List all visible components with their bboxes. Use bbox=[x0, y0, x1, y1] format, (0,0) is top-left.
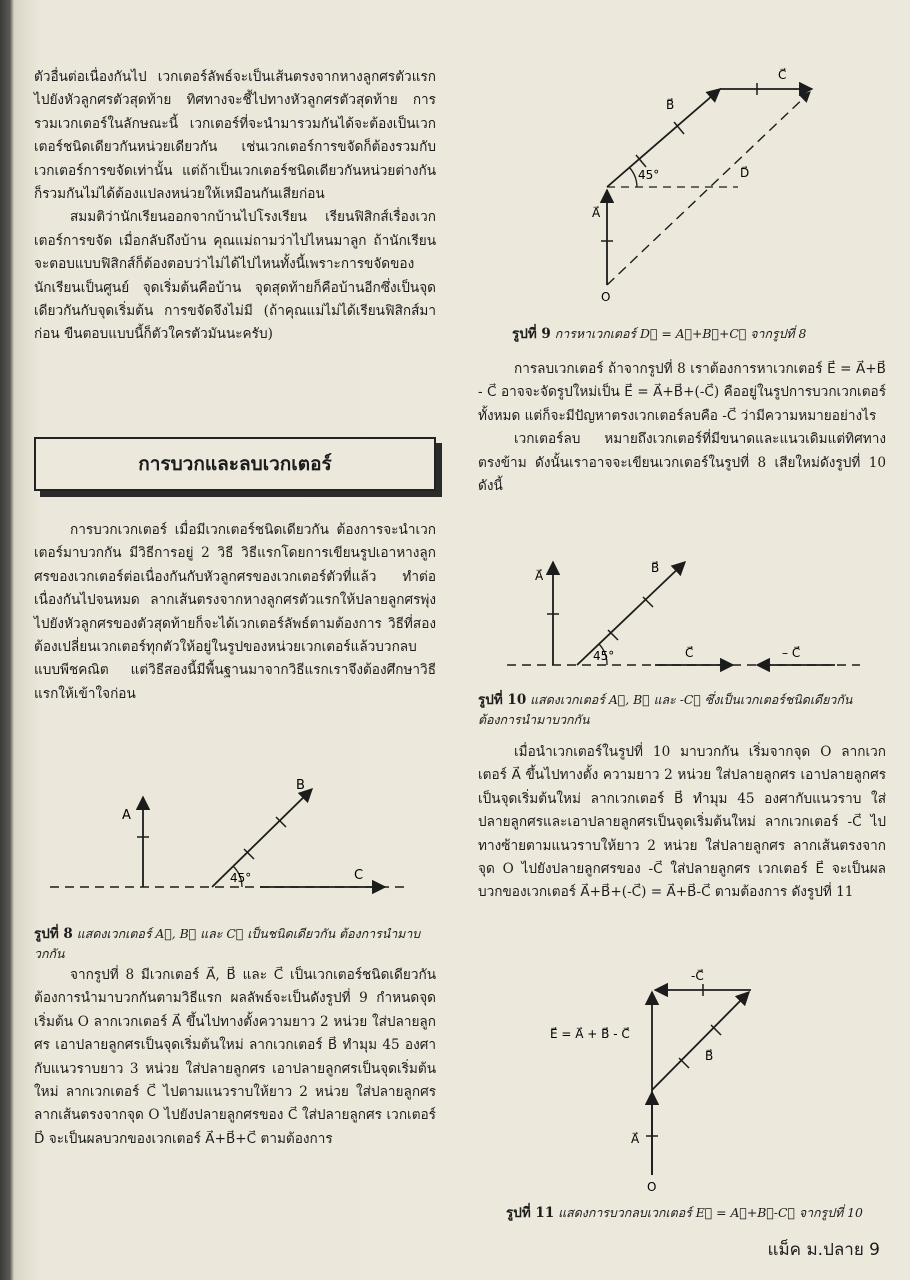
paragraph-vector-subtraction: การลบเวกเตอร์ ถ้าจากรูปที่ 8 เราต้องการหาเวกเตอร์ E⃗ = A⃗+B⃗ - C⃗ อาจจะจัดรูปใหม่เป็น E⃗ = A⃗+B⃗+(-C⃗) คืออยู่ในรูปการบวกเวกเตอร์ทั้งหมด แต่ก็จะมีปัญหาตรงเวกเตอร์ลบคือ -C⃗ ว่ามีความหมายอย่างไร bbox=[478, 361, 886, 424]
fig8-caption-label: รูปที่ 8 bbox=[34, 926, 73, 942]
fig9-label-c: C⃗ bbox=[778, 68, 787, 82]
paragraph-fig10-explain: เมื่อนำเวกเตอร์ในรูปที่ 10 มาบวกกัน เริ่มจากจุด O ลากเวกเตอร์ A⃗ ขึ้นไปทางตั้ง ความยาว 2 หน่วย ใส่ปลายลูกศร เอาปลายลูกศรเป็นจุดเริ่มต้นใหม่ ลากเวกเตอร์ B⃗ ทำมุม 45 องศากับแนวราบ ใส่ปลายลูกศรและเอาปลายลูกศรเป็นจุดเริ่มต้นใหม่ ลากเวกเตอร์ -C⃗ ไปทางซ้ายตามแนวราบให้ยาว 2 หน่วย ใส่ปลายลูกศร ลากเส้นตรงจากจุด O ไปยังปลายลูกศรของ -C⃗ ใส่ปลายลูกศร เวกเตอร์ E⃗ จะเป็นผลบวกของเวกเตอร์ A⃗+B⃗+(-C⃗) = A⃗+B⃗-C⃗ ตามต้องการ ดังรูปที่ 11 bbox=[478, 744, 886, 901]
fig10-label-b: B⃗ bbox=[651, 561, 660, 575]
left-intro-text bbox=[34, 66, 436, 347]
fig11-label-e: E⃗ = A⃗ + B⃗ - C⃗ bbox=[550, 1027, 630, 1041]
fig8-vector-b bbox=[212, 789, 312, 887]
section-heading-text: การบวกและลบเวกเตอร์ bbox=[138, 453, 332, 475]
fig9-label-o: O bbox=[601, 290, 611, 304]
fig10-caption-text: แสดงเวกเตอร์ A⃗, B⃗ และ -C⃗ ซึ่งเป็นเวกเตอร์ชนิดเดียวกันต้องการนำมาบวกกัน bbox=[478, 692, 853, 727]
fig8-angle-label: 45° bbox=[230, 871, 252, 885]
fig9-label-b: B⃗ bbox=[666, 98, 675, 112]
fig11-label-neg-c: -C⃗ bbox=[691, 969, 704, 983]
paragraph-vector-sum: ตัวอื่นต่อเนื่องกันไป เวกเตอร์ลัพธ์จะเป็นเส้นตรงจากหางลูกศรตัวแรกไปยังหัวลูกศรตัวสุดท้าย ทิศทางจะชี้ไปทางหัวลูกศรตัวสุดท้าย การรวมเวกเตอร์ในลักษณะนี้ เวกเตอร์ที่จะนำมารวมกันได้จะต้องเป็นเวกเตอร์ชนิดเดียวกันหน่วยเดียวกัน เช่นเวกเตอร์การขจัดก็ต้องรวมกับเวกเตอร์การขจัดเท่านั้น แต่ถ้าเป็นเวกเตอร์ชนิดเดียวกันหน่วยต่างกันก็รวมกันไม่ได้ต้องแปลงหน่วยให้เหมือนกันเสียก่อน bbox=[34, 69, 436, 203]
left-addition-text bbox=[34, 519, 436, 706]
fig10-label-a: A⃗ bbox=[535, 569, 544, 583]
fig11-caption bbox=[506, 1203, 896, 1223]
fig11-caption-label: รูปที่ 11 bbox=[506, 1205, 555, 1221]
fig11-label-b: B⃗ bbox=[705, 1049, 714, 1063]
fig8-label-c: C bbox=[354, 868, 364, 883]
fig9-label-a: A⃗ bbox=[592, 206, 601, 220]
fig10-caption bbox=[478, 690, 888, 730]
fig9-caption bbox=[512, 324, 892, 344]
fig10-label-neg-c: – C⃗ bbox=[782, 646, 801, 660]
paragraph-fig8-explain: จากรูปที่ 8 มีเวกเตอร์ A⃗, B⃗ และ C⃗ เป็นเวกเตอร์ชนิดเดียวกัน ต้องการนำมาบวกกันตามวิธีแรก ผลลัพธ์จะเป็นดังรูปที่ 9 กำหนดจุดเริ่มต้น O ลากเวกเตอร์ A⃗ ขึ้นไปทางตั้งความยาว 2 หน่วย ใส่ปลายลูกศร เอาปลายลูกศรเป็นจุดเริ่มต้นใหม่ ลากเวกเตอร์ B⃗ ทำมุม 45 องศากับแนวราบยาว 3 หน่วย ใส่ปลายลูกศร เอาปลายลูกศรเป็นจุดเริ่มต้นใหม่ ลากเวกเตอร์ C⃗ ไปตามแนวราบให้ยาว 2 หน่วย ใส่ปลายลูกศร ลากเส้นตรงจากจุด O ไปยังปลายลูกศรของ C⃗ ใส่ปลายลูกศร เวกเตอร์ D⃗ จะเป็นผลบวกของเวกเตอร์ A⃗+B⃗+C⃗ ตามต้องการ bbox=[34, 967, 436, 1147]
fig8-label-b: B bbox=[296, 778, 305, 793]
fig10-angle-label: 45° bbox=[593, 649, 615, 663]
fig11-vector-b bbox=[652, 992, 749, 1090]
fig8-label-a: A bbox=[122, 808, 131, 823]
fig8-caption bbox=[34, 924, 434, 964]
fig10-label-c: C⃗ bbox=[685, 646, 694, 660]
fig9-angle-arc bbox=[629, 167, 637, 187]
fig9-caption-text: การหาเวกเตอร์ D⃗ = A⃗+B⃗+C⃗ จากรูปที่ 8 bbox=[554, 326, 807, 341]
fig9-caption-label: รูปที่ 9 bbox=[512, 326, 551, 342]
fig11-label-a: A⃗ bbox=[631, 1132, 640, 1146]
fig9-label-d: D⃗ bbox=[740, 166, 750, 180]
fig11-caption-text: แสดงการบวกลบเวกเตอร์ E⃗ = A⃗+B⃗-C⃗ จากรูปที่ 10 bbox=[558, 1205, 863, 1220]
figure-11 bbox=[545, 968, 845, 1198]
figure-9 bbox=[590, 65, 850, 315]
figure-10 bbox=[505, 548, 865, 678]
left-fig8-text bbox=[34, 964, 436, 1151]
footer-text: แม็ค ม.ปลาย 9 bbox=[767, 1240, 880, 1260]
fig10-caption-label: รูปที่ 10 bbox=[478, 692, 527, 708]
right-fig10-text bbox=[478, 741, 886, 905]
fig9-vector-b bbox=[607, 89, 720, 187]
section-heading bbox=[34, 437, 436, 491]
fig9-vector-d bbox=[607, 92, 810, 285]
paragraph-displacement-example: สมมติว่านักเรียนออกจากบ้านไปโรงเรียน เรียนฟิสิกส์เรื่องเวกเตอร์การขจัด เมื่อกลับถึงบ้าน คุณแม่ถามว่าไปไหนมาลูก ถ้านักเรียนจะตอบแบบฟิสิกส์ก็ต้องตอบว่าไม่ได้ไปไหนทั้งนี้เพราะการขจัดของนักเรียนเป็นศูนย์ จุดเริ่มต้นคือบ้าน จุดสุดท้ายก็คือบ้านอีกซึ่งเป็นจุดเดียวกันกับจุดเริ่มต้น การขจัดจึงไม่มี (ถ้าคุณแม่ไม่ได้เรียนฟิสิกส์มาก่อน ขืนตอบแบบนี้ก็ตัวใครตัวมันนะครับ) bbox=[34, 209, 436, 343]
fig8-caption-text: แสดงเวกเตอร์ A⃗, B⃗ และ C⃗ เป็นชนิดเดียวกัน ต้องการนำมาบวกกัน bbox=[34, 926, 421, 961]
paragraph-negative-vector: เวกเตอร์ลบ หมายถึงเวกเตอร์ที่มีขนาดและแนวเดิมแต่ทิศทางตรงข้าม ดังนั้นเราอาจจะเขียนเวกเตอร์ในรูปที่ 8 เสียใหม่ดังรูปที่ 10 ดังนี้ bbox=[478, 431, 886, 495]
fig9-angle-label: 45° bbox=[638, 168, 660, 182]
page-footer bbox=[768, 1236, 880, 1263]
figure-8 bbox=[40, 775, 440, 905]
right-subtraction-text bbox=[478, 358, 886, 498]
fig11-label-o: O bbox=[647, 1180, 657, 1194]
paragraph-vector-addition: การบวกเวกเตอร์ เมื่อมีเวกเตอร์ชนิดเดียวกัน ต้องการจะนำเวกเตอร์มาบวกกัน มีวิธีการอยู่ 2 วิธี วิธีแรกโดยการเขียนรูปเอาหางลูกศรของเวกเตอร์ต่อเนื่องกันกับหัวลูกศรของเวกเตอร์ตัวที่แล้ว ทำต่อเนื่องกันไปจนหมด ลากเส้นตรงจากหางลูกศรตัวแรกให้ปลายลูกศรพุ่งไปยังหัวลูกศรของตัวสุดท้ายก็จะได้เวกเตอร์ลัพธ์ตามต้องการ วิธีที่สองต้องเปลี่ยนเวกเตอร์ทุกตัวให้อยู่ในรูปของหน่วยเวกเตอร์แล้วบวกลบแบบพีชคณิต แต่วิธีสองนี้มีพื้นฐานมาจากวิธีแรกเราจึงต้องศึกษาวิธีแรกให้เข้าใจก่อน bbox=[34, 522, 436, 702]
